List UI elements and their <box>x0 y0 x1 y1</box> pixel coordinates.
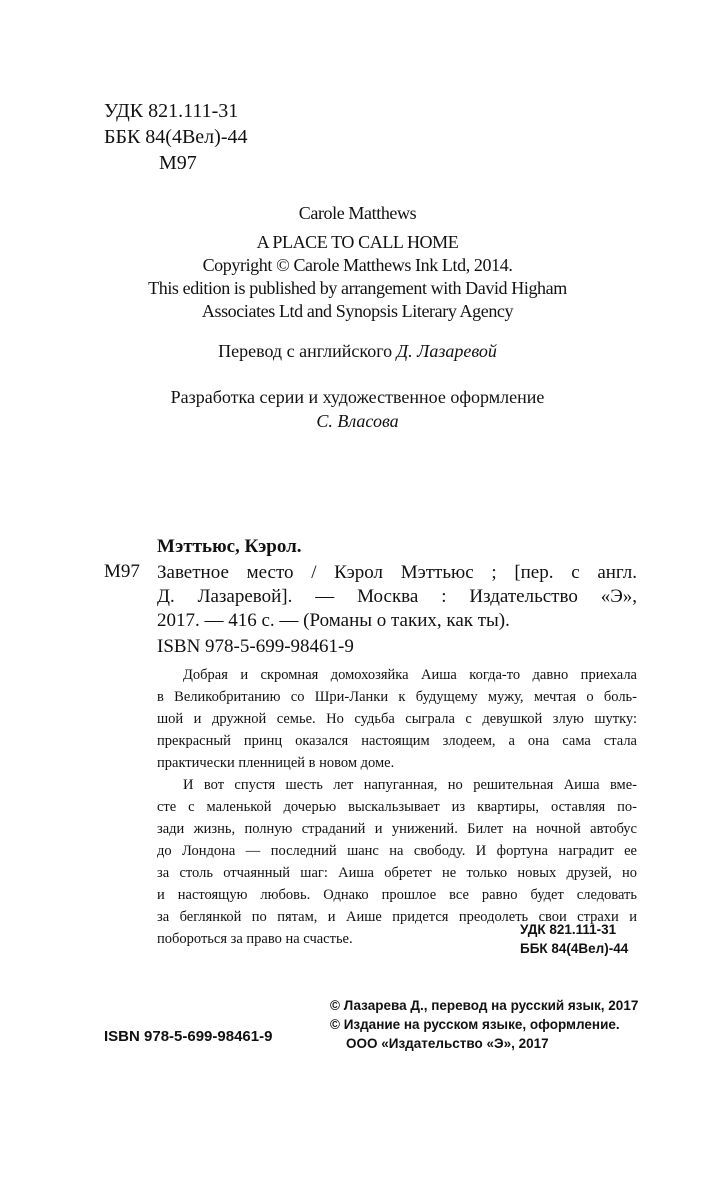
bottom-udk-code: УДК 821.111-31 <box>520 922 617 937</box>
series-design-label: Разработка серии и художественное оформление <box>170 387 545 407</box>
catalog-card-line-3: 2017. — 416 с. — (Романы о таких, как ты). <box>157 610 510 631</box>
classification-codes <box>104 98 248 176</box>
annotation-line: в Великобританию со Шри-Ланки к будущему мужу, мечтая о боль- <box>157 689 637 705</box>
annotation-line: и настоящую любовь. Однако прошлое все равно будет следовать <box>157 887 637 903</box>
translator-name: Д. Лазаревой <box>396 341 497 361</box>
original-title: A PLACE TO CALL HOME <box>256 232 459 252</box>
designer-name: С. Власова <box>316 411 399 431</box>
copyright-publisher: ООО «Издательство «Э», 2017 <box>346 1036 549 1051</box>
annotation-line: Добрая и скромная домохозяйка Аиша когда-то давно приехала <box>183 667 637 683</box>
catalog-card-line-2: Д. Лазаревой]. — Москва : Издательство «Э», <box>157 586 637 607</box>
edition-note-line-2: Associates Ltd and Synopsis Literary Agency <box>201 301 514 321</box>
bottom-isbn: ISBN 978-5-699-98461-9 <box>104 1028 273 1045</box>
annotation-line: шой и дружной семье. Но судьба сыграла с девушкой злую шутку: <box>157 711 637 727</box>
edition-note-line-1: This edition is published by arrangement with David Higham <box>148 278 567 298</box>
annotation-line: практически пленницей в новом доме. <box>157 755 395 771</box>
catalog-card-line-1: Заветное место / Кэрол Мэттьюс ; [пер. с англ. <box>157 562 637 583</box>
copyright-translation: © Лазарева Д., перевод на русский язык, 2017 <box>330 998 639 1013</box>
author-mark: М97 <box>159 152 197 174</box>
catalog-card-author: Мэттьюс, Кэрол. <box>157 536 302 557</box>
original-author: Carole Matthews <box>298 203 417 223</box>
annotation-line: за беглянкой по пятам, и Аише придется преодолеть свои страхи и <box>157 909 637 925</box>
annotation-line: зади жизнь, полную страданий и унижений. Билет на ночной автобус <box>157 821 637 837</box>
annotation-line: побороться за право на счастье. <box>157 931 353 947</box>
annotation <box>157 664 637 950</box>
russian-copyrights <box>330 996 638 1053</box>
original-copyright: Copyright © Carole Matthews Ink Ltd, 2014. <box>202 255 513 275</box>
catalog-card-index: М97 <box>104 561 140 582</box>
annotation-line: И вот спустя шесть лет напуганная, но решительная Аиша вме- <box>183 777 637 793</box>
bottom-classification-codes <box>520 920 628 958</box>
series-design-credit <box>0 385 715 433</box>
bottom-bbk-code: ББК 84(4Вел)-44 <box>520 941 629 956</box>
translator-prefix: Перевод с английского <box>218 341 397 361</box>
catalog-card-isbn: ISBN 978-5-699-98461-9 <box>157 636 354 657</box>
catalog-card-description <box>157 561 637 633</box>
annotation-line: прекрасный принц оказался настоящим злодеем, а она сама стала <box>157 733 637 749</box>
annotation-line: сте с маленькой дочерью выскальзывает из квартиры, оставляя по- <box>157 799 637 815</box>
annotation-line: за столь отчаянный шаг: Аиша обретет не только новых друзей, но <box>157 865 637 881</box>
annotation-line: до Лондона — последний шанс на свободу. И фортуна наградит ее <box>157 843 637 859</box>
translator-credit <box>0 341 715 362</box>
english-credits <box>0 202 715 323</box>
udk-code: УДК 821.111-31 <box>104 100 239 122</box>
copyright-edition: © Издание на русском языке, оформление. <box>330 1017 620 1032</box>
bbk-code: ББК 84(4Вел)-44 <box>104 126 248 148</box>
